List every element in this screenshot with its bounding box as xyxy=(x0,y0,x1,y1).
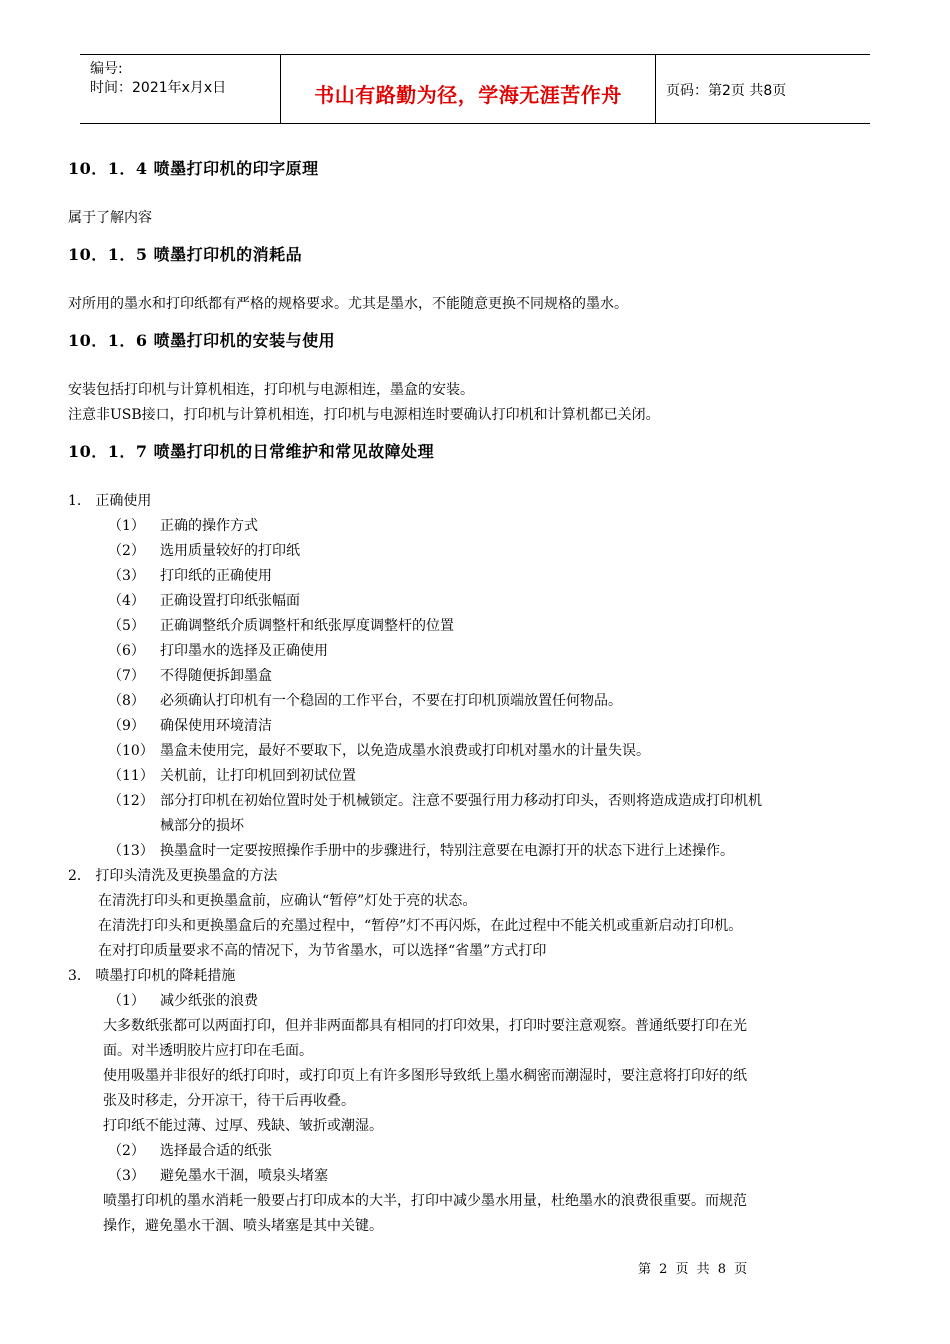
list-item-num: （3） xyxy=(108,568,145,584)
list-item-num: （10） xyxy=(108,743,154,759)
part3-paragraph-line: 使用吸墨并非很好的纸打印时，或打印页上有许多图形导致纸上墨水稠密而潮湿时，要注意将打印好的纸 xyxy=(103,1068,747,1084)
time-label: 时间：2021年x月x日 xyxy=(90,80,227,96)
part3-paragraph-line: 大多数纸张都可以两面打印，但并非两面都具有相同的打印效果，打印时要注意观察。普通纸要打印在光 xyxy=(103,1018,747,1034)
list-item-text: 正确设置打印纸张幅面 xyxy=(160,593,300,609)
part3-paragraph-line: 张及时移走，分开凉干，待干后再收叠。 xyxy=(103,1093,355,1109)
list-item xyxy=(108,565,272,585)
list-item-text: 打印纸的正确使用 xyxy=(160,568,272,584)
part3-paragraph-line: 操作，避免墨水干涸、喷头堵塞是其中关键。 xyxy=(103,1218,383,1234)
list-item xyxy=(108,640,328,660)
list-item xyxy=(108,590,300,610)
list-item-text: 部分打印机在初始位置时处于机械锁定。注意不要强行用力移动打印头，否则将造成造成打印机机 xyxy=(160,793,762,809)
section-heading-5: 10．1．5 喷墨打印机的消耗品 xyxy=(68,245,303,264)
list-item-text: 选用质量较好的打印纸 xyxy=(160,543,300,559)
list-item-text: 换墨盒时一定要按照操作手册中的步骤进行，特别注意要在电源打开的状态下进行上述操作。 xyxy=(160,843,734,859)
list-item-text: 械部分的损坏 xyxy=(160,818,244,834)
list-item-text: 打印墨水的选择及正确使用 xyxy=(160,643,328,659)
list-item-text: 必须确认打印机有一个稳固的工作平台，不要在打印机顶端放置任何物品。 xyxy=(160,693,622,709)
header-meta-cell xyxy=(80,55,281,123)
list-item-num: （1） xyxy=(108,993,145,1009)
part2-line: 在对打印质量要求不高的情况下，为节省墨水，可以选择“省墨”方式打印 xyxy=(98,943,547,959)
part3-title: 3． 喷墨打印机的降耗措施 xyxy=(68,968,236,984)
list-item-num: （6） xyxy=(108,643,145,659)
header-table xyxy=(80,54,870,124)
section-text-4: 属于了解内容 xyxy=(68,210,152,226)
list-item xyxy=(108,790,762,810)
section-text-5: 对所用的墨水和打印纸都有严格的规格要求。尤其是墨水，不能随意更换不同规格的墨水。 xyxy=(68,296,628,312)
page-info: 页码：第2页 共8页 xyxy=(666,83,787,99)
list-item xyxy=(108,840,734,860)
list-item-num: （7） xyxy=(108,668,145,684)
list-item xyxy=(108,615,454,635)
list-item-text: 正确调整纸介质调整杆和纸张厚度调整杆的位置 xyxy=(160,618,454,634)
list-item xyxy=(108,765,356,785)
part3-sub2 xyxy=(108,1140,272,1160)
list-item-num: （5） xyxy=(108,618,145,634)
list-item xyxy=(108,515,258,535)
list-item-num: （2） xyxy=(108,1143,145,1159)
list-item xyxy=(108,740,650,760)
part3-paragraph-line: 面。对半透明胶片应打印在毛面。 xyxy=(103,1043,313,1059)
section-heading-4: 10．1．4 喷墨打印机的印字原理 xyxy=(68,159,319,178)
motto-text: 书山有路勤为径，学海无涯苦作舟 xyxy=(314,83,622,107)
section-text-6b: 注意非USB接口，打印机与计算机相连，打印机与电源相连时要确认打印机和计算机都已关闭。 xyxy=(68,407,660,423)
list-item-text: 减少纸张的浪费 xyxy=(160,993,258,1009)
part2-title: 2． 打印头清洗及更换墨盒的方法 xyxy=(68,868,278,884)
list-item-num: （2） xyxy=(108,543,145,559)
list-item-text: 关机前，让打印机回到初试位置 xyxy=(160,768,356,784)
list-item-text: 确保使用环境清洁 xyxy=(160,718,272,734)
list-item-num: （8） xyxy=(108,693,145,709)
list-item-text: 避免墨水干涸，喷泉头堵塞 xyxy=(160,1168,328,1184)
part3-paragraph-line: 喷墨打印机的墨水消耗一般要占打印成本的大半，打印中减少墨水用量，杜绝墨水的浪费很重要。而规范 xyxy=(103,1193,747,1209)
list-item-num: （3） xyxy=(108,1168,145,1184)
list-item xyxy=(108,540,300,560)
list-item-text: 不得随便拆卸墨盒 xyxy=(160,668,272,684)
section-heading-6: 10．1．6 喷墨打印机的安装与使用 xyxy=(68,331,336,350)
list-item-num: （11） xyxy=(108,768,154,784)
list-item-continuation xyxy=(108,815,244,835)
section-heading-7: 10．1．7 喷墨打印机的日常维护和常见故障处理 xyxy=(68,442,435,461)
list-item-text: 正确的操作方式 xyxy=(160,518,258,534)
list-item-num: （13） xyxy=(108,843,154,859)
part3-sub1 xyxy=(108,990,258,1010)
list-item xyxy=(108,690,622,710)
part2-line: 在清洗打印头和更换墨盒后的充墨过程中，“暂停”灯不再闪烁，在此过程中不能关机或重新启动打印机。 xyxy=(98,918,743,934)
part3-paragraph-line: 打印纸不能过薄、过厚、残缺、皱折或潮湿。 xyxy=(103,1118,383,1134)
list-item-text: 选择最合适的纸张 xyxy=(160,1143,272,1159)
header-motto-cell xyxy=(281,55,656,123)
part2-line: 在清洗打印头和更换墨盒前，应确认“暂停”灯处于亮的状态。 xyxy=(98,893,477,909)
page-footer: 第 2 页 共 8 页 xyxy=(638,1262,750,1277)
list-item-num: （12） xyxy=(108,793,154,809)
header-page-cell xyxy=(656,55,870,123)
list-item xyxy=(108,665,272,685)
number-label: 编号: xyxy=(90,61,123,77)
section-text-6a: 安装包括打印机与计算机相连，打印机与电源相连，墨盒的安装。 xyxy=(68,382,474,398)
part3-sub3 xyxy=(108,1165,328,1185)
list-item-num: （4） xyxy=(108,593,145,609)
list-item-num: （1） xyxy=(108,518,145,534)
part1-title: 1． 正确使用 xyxy=(68,493,152,509)
list-item-text: 墨盒未使用完，最好不要取下，以免造成墨水浪费或打印机对墨水的计量失误。 xyxy=(160,743,650,759)
list-item xyxy=(108,715,272,735)
list-item-num: （9） xyxy=(108,718,145,734)
